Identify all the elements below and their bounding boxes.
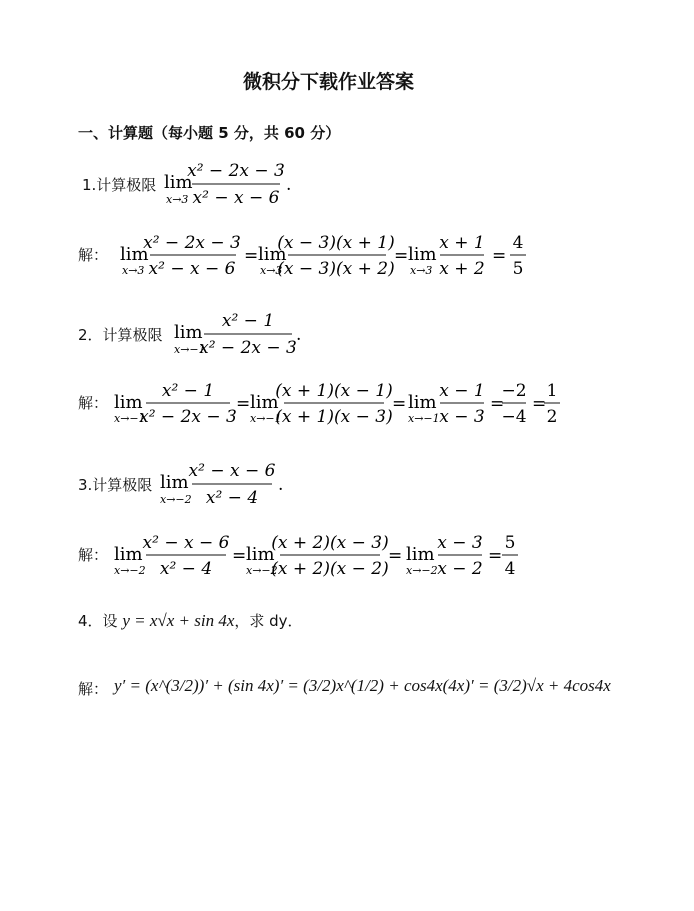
question-denominator: x² − 4 bbox=[159, 559, 213, 579]
svg-text:=: = bbox=[244, 246, 259, 266]
page-title: 微积分下载作业答案 bbox=[243, 71, 415, 93]
lim-text: lim bbox=[160, 472, 189, 493]
problem-2-prompt: 2．计算极限 bbox=[78, 326, 163, 344]
problem-4-ask: ，求 dy． bbox=[234, 612, 303, 630]
svg-text:.: . bbox=[278, 475, 284, 495]
question-denominator: x² − 4 bbox=[205, 488, 259, 508]
section-prefix: 一、计算题（每小题 bbox=[78, 124, 219, 142]
step2-numerator: x − 1 bbox=[439, 381, 485, 401]
lim-subscript: x→−2 bbox=[114, 564, 146, 577]
solution-label: 解： bbox=[78, 546, 109, 564]
section-mid: 分，共 bbox=[228, 124, 285, 142]
question-denominator: x² − 2x − 3 bbox=[199, 338, 297, 358]
problem-4-derivative: y′ = (x^(3/2))′ + (sin 4x)′ = (3/2)x^(1/2) + cos4x(4x)′ = (3/2)√x + 4cos4x bbox=[114, 676, 611, 695]
lim-subscript: x→−1 bbox=[174, 343, 206, 356]
problem-2-solution-expression bbox=[114, 376, 574, 432]
question-numerator: x² − 1 bbox=[221, 311, 275, 331]
step2-denominator: x + 2 bbox=[439, 259, 485, 279]
lim-text: lim bbox=[246, 544, 275, 565]
question-denominator: x² − x − 6 bbox=[192, 188, 280, 208]
problem-3-prompt: 3.计算极限 bbox=[78, 476, 153, 494]
question-numerator: x² − x − 6 bbox=[188, 461, 276, 481]
problem-4-prompt: 4．设 bbox=[78, 612, 118, 630]
svg-text:=: = bbox=[394, 246, 409, 266]
problem-3-solution bbox=[78, 528, 538, 584]
answer2-numerator: 1 bbox=[546, 381, 558, 401]
lim-subscript: x→−1 bbox=[114, 412, 146, 425]
problem-4-question bbox=[78, 610, 303, 631]
problem-1-question bbox=[80, 158, 380, 210]
solution-label: 解： bbox=[78, 680, 109, 698]
svg-text:=: = bbox=[492, 246, 507, 266]
svg-text:=: = bbox=[236, 394, 251, 414]
answer-numerator: 5 bbox=[504, 533, 516, 553]
question-numerator: x² − 2x − 3 bbox=[143, 233, 241, 253]
lim-text: lim bbox=[408, 392, 437, 413]
step2-numerator: x − 3 bbox=[437, 533, 483, 553]
answer-denominator: 5 bbox=[512, 259, 524, 279]
step2-denominator: x − 3 bbox=[439, 407, 485, 427]
lim-subscript: x→−2 bbox=[246, 564, 278, 577]
lim-text: lim bbox=[114, 544, 143, 565]
problem-2-question bbox=[78, 308, 378, 360]
answer-denominator: −4 bbox=[501, 407, 527, 427]
svg-text:=: = bbox=[532, 394, 547, 414]
answer-denominator: 4 bbox=[504, 559, 516, 579]
solution-label: 解： bbox=[78, 394, 109, 412]
question-numerator: x² − 2x − 3 bbox=[187, 161, 285, 181]
step2-numerator: x + 1 bbox=[439, 233, 485, 253]
answer-numerator: 4 bbox=[512, 233, 524, 253]
step-numerator: (x + 1)(x − 1) bbox=[275, 381, 393, 401]
step-denominator: (x + 2)(x − 2) bbox=[271, 559, 389, 579]
lim-text: lim bbox=[406, 544, 435, 565]
lim-text: lim bbox=[114, 392, 143, 413]
lim-text: lim bbox=[250, 392, 279, 413]
svg-text:=: = bbox=[490, 394, 505, 414]
problem-2-limit-expression bbox=[174, 308, 384, 360]
problem-3-question bbox=[78, 458, 378, 510]
problem-2-solution bbox=[78, 376, 578, 432]
section-suffix: 分） bbox=[305, 124, 341, 142]
svg-text:=: = bbox=[388, 546, 403, 566]
lim-subscript: x→3 bbox=[410, 264, 433, 277]
problem-1-solution-expression bbox=[120, 228, 540, 284]
svg-text:=: = bbox=[488, 546, 503, 566]
answer-numerator: −2 bbox=[501, 381, 527, 401]
lim-subscript: x→3 bbox=[166, 193, 189, 206]
problem-1-prompt: 1.计算极限 bbox=[82, 176, 157, 194]
solution-label: 解： bbox=[78, 246, 109, 264]
section-points-total: 60 bbox=[284, 124, 305, 142]
question-numerator: x² − 1 bbox=[161, 381, 215, 401]
svg-text:.: . bbox=[286, 175, 292, 195]
answer2-denominator: 2 bbox=[546, 407, 558, 427]
svg-text:.: . bbox=[296, 325, 302, 345]
lim-text: lim bbox=[258, 244, 287, 265]
step-numerator: (x − 3)(x + 1) bbox=[277, 233, 395, 253]
problem-1-solution bbox=[78, 228, 538, 284]
question-numerator: x² − x − 6 bbox=[142, 533, 230, 553]
lim-subscript: x→3 bbox=[260, 264, 283, 277]
section-points-each: 5 bbox=[218, 124, 229, 142]
lim-subscript: x→−2 bbox=[406, 564, 438, 577]
lim-text: lim bbox=[174, 322, 203, 343]
question-denominator: x² − 2x − 3 bbox=[139, 407, 237, 427]
step-denominator: (x − 3)(x + 2) bbox=[277, 259, 395, 279]
lim-subscript: x→3 bbox=[122, 264, 145, 277]
lim-text: lim bbox=[120, 244, 149, 265]
section-heading bbox=[78, 122, 340, 143]
lim-subscript: x→−1 bbox=[250, 412, 282, 425]
lim-subscript: x→−1 bbox=[408, 412, 440, 425]
step2-denominator: x − 2 bbox=[437, 559, 483, 579]
step-denominator: (x + 1)(x − 3) bbox=[275, 407, 393, 427]
lim-text: lim bbox=[164, 172, 193, 193]
lim-subscript: x→−2 bbox=[160, 493, 192, 506]
lim-text: lim bbox=[408, 244, 437, 265]
problem-4-solution bbox=[78, 658, 638, 720]
svg-text:=: = bbox=[232, 546, 247, 566]
question-denominator: x² − x − 6 bbox=[148, 259, 236, 279]
problem-3-limit-expression bbox=[160, 458, 370, 510]
step-numerator: (x + 2)(x − 3) bbox=[271, 533, 389, 553]
problem-4-function: y = x√x + sin 4x bbox=[122, 611, 235, 630]
problem-3-solution-expression bbox=[114, 528, 534, 584]
problem-1-limit-expression bbox=[162, 158, 382, 210]
svg-text:=: = bbox=[392, 394, 407, 414]
